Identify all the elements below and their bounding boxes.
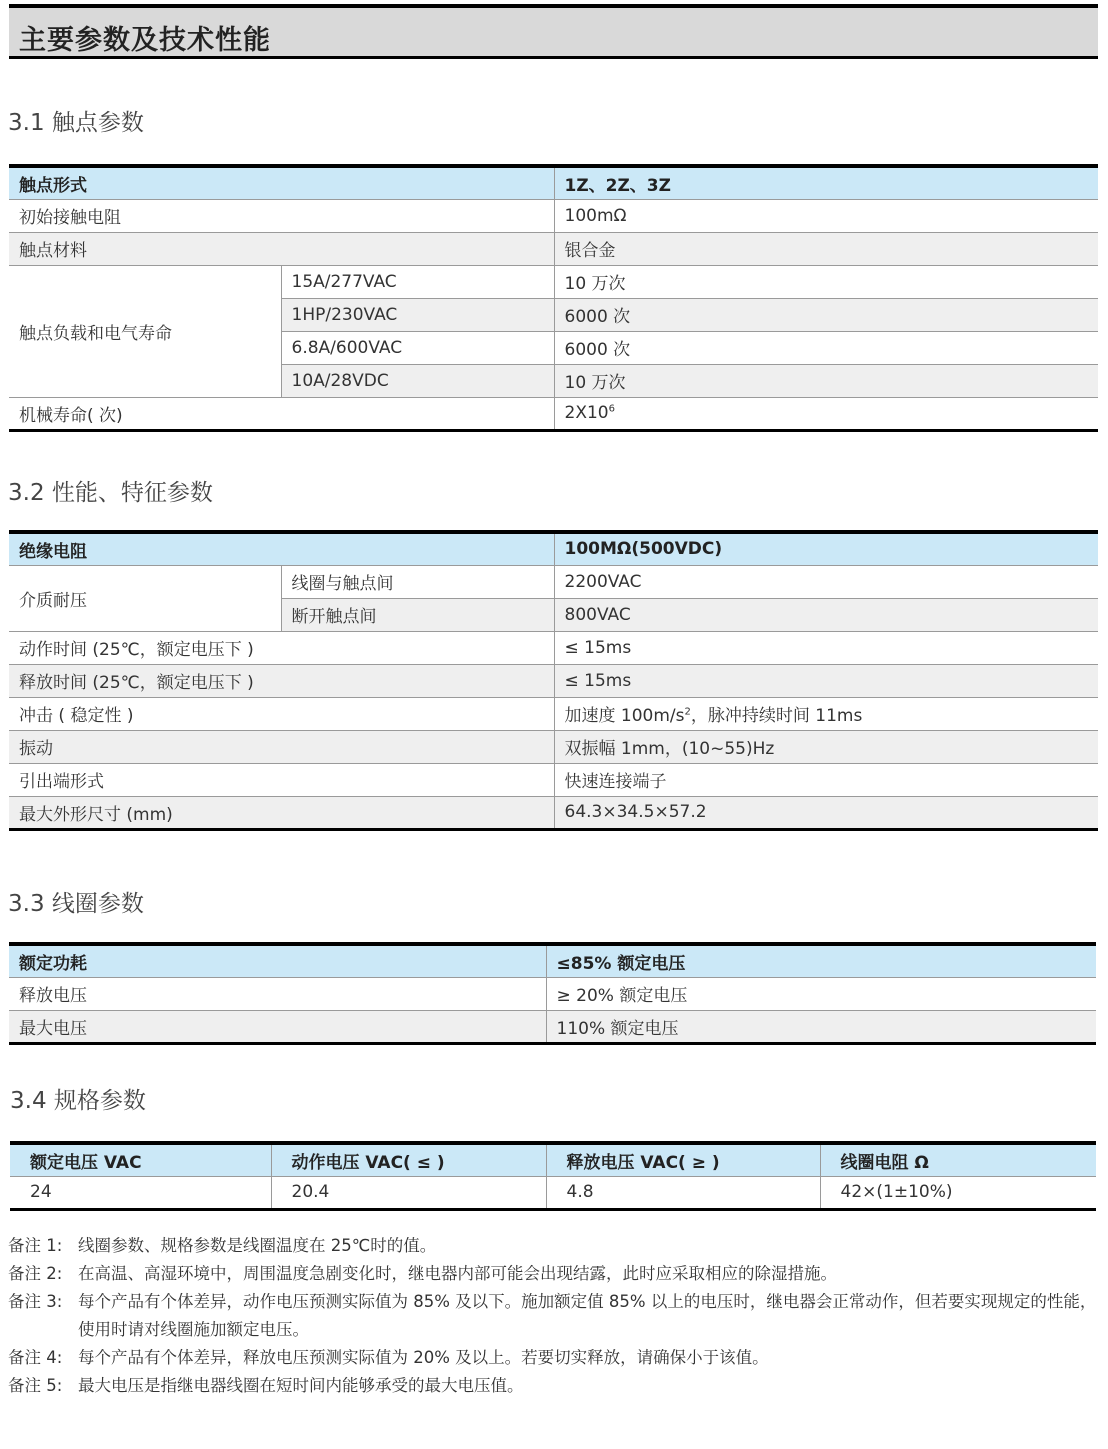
note-label: 备注 5: [8,1376,63,1395]
table-cell: 机械寿命( 次) [9,397,554,430]
table-cell [554,397,1098,430]
table-header-row [9,532,1098,565]
table-cell: 额定电压 VAC [10,1143,271,1176]
table-row [9,977,1096,1010]
table-row [9,1010,1096,1043]
table-cell: 6.8A/600VAC [281,331,554,364]
table-cell: 初始接触电阻 [9,199,554,232]
note-label: 备注 4: [8,1348,63,1367]
table-cell: 银合金 [554,232,1098,265]
table-cell: 最大外形尺寸 (mm) [9,796,554,829]
table-cell: 绝缘电阻 [9,532,554,565]
table-row [9,565,1098,598]
shock-value-a: 加速度 100m/s [564,706,685,726]
section-title-contact: 3.1 触点参数 [8,110,144,136]
table-cell: ≤ 15ms [554,664,1098,697]
table-cell: 动作电压 VAC( ≤ ) [271,1143,546,1176]
table-cell: 动作时间 (25℃，额定电压下 ) [9,631,554,664]
table-row [9,265,1098,298]
shock-value-sup: 2 [684,706,691,718]
table-cell: 触点负载和电气寿命 [9,265,281,397]
table-cell: 触点材料 [9,232,554,265]
table-cell: 1HP/230VAC [281,298,554,331]
table-row [9,232,1098,265]
note-item [8,1232,1103,1260]
table-row [9,796,1098,829]
table-cell: 冲击 ( 稳定性 ) [9,697,554,730]
note-text: 每个产品有个体差异，释放电压预测实际值为 20% 及以上。若要切实释放，请确保小于该值。 [78,1348,769,1367]
spec-params-table [10,1141,1096,1211]
table-cell: 100MΩ(500VDC) [554,532,1098,565]
table-cell: 快速连接端子 [554,763,1098,796]
note-text: 最大电压是指继电器线圈在短时间内能够承受的最大电压值。 [78,1376,524,1395]
note-label: 备注 2: [8,1264,63,1283]
table-cell: 10 万次 [554,265,1098,298]
note-item [8,1344,1103,1372]
table-cell: 触点形式 [9,166,554,199]
table-row [9,631,1098,664]
table-cell: 介质耐压 [9,565,281,631]
table-row [9,763,1098,796]
table-header-row [10,1143,1096,1176]
table-cell: 64.3×34.5×57.2 [554,796,1098,829]
page-title: 主要参数及技术性能 [19,25,271,56]
table-cell: 释放电压 [9,977,546,1010]
table-cell: 4.8 [546,1176,820,1209]
table-cell: 线圈电阻 Ω [820,1143,1096,1176]
note-text: 在高温、高湿环境中，周围温度急剧变化时，继电器内部可能会出现结露，此时应采取相应的除湿措施。 [78,1264,837,1283]
note-label: 备注 1: [8,1236,63,1255]
table-cell: 10A/28VDC [281,364,554,397]
note-item [8,1372,1103,1400]
note-item [8,1288,1103,1344]
section-title-performance: 3.2 性能、特征参数 [8,480,213,506]
table-cell: 1Z、2Z、3Z [554,166,1098,199]
note-text: 线圈参数、规格参数是线圈温度在 25℃时的值。 [78,1236,437,1255]
table-cell: 6000 次 [554,331,1098,364]
table-cell: 20.4 [271,1176,546,1209]
note-text: 每个产品有个体差异，动作电压预测实际值为 85% 及以下。施加额定值 85% 以上的电压时，继电器会正常动作，但若要实现规定的性能，使用时请对线圈施加额定电压。 [78,1292,1097,1339]
table-cell: 释放时间 (25℃，额定电压下 ) [9,664,554,697]
table-cell: 100mΩ [554,199,1098,232]
section-title-coil: 3.3 线圈参数 [8,891,144,917]
table-row [9,730,1098,763]
mech-life-base: 2X10 [564,403,609,423]
coil-params-table [9,942,1096,1045]
table-header-row [9,944,1096,977]
page-header [9,4,1098,59]
mech-life-exponent: 6 [608,403,615,415]
table-cell: 24 [10,1176,271,1209]
table-cell: 释放电压 VAC( ≥ ) [546,1143,820,1176]
table-row [9,199,1098,232]
table-cell: 6000 次 [554,298,1098,331]
table-cell: 双振幅 1mm，(10~55)Hz [554,730,1098,763]
table-cell: 引出端形式 [9,763,554,796]
notes-list [8,1232,1103,1400]
table-row [9,397,1098,430]
table-row [9,664,1098,697]
contact-params-table [9,164,1098,432]
table-cell: ≤ 15ms [554,631,1098,664]
table-cell: 2200VAC [554,565,1098,598]
table-cell: 额定功耗 [9,944,546,977]
table-cell: ≤85% 额定电压 [546,944,1096,977]
table-cell: 最大电压 [9,1010,546,1043]
table-cell [554,697,1098,730]
table-cell: 10 万次 [554,364,1098,397]
table-cell: 42×(1±10%) [820,1176,1096,1209]
performance-params-table [9,530,1098,831]
table-cell: ≥ 20% 额定电压 [546,977,1096,1010]
note-label: 备注 3: [8,1292,63,1311]
table-cell: 15A/277VAC [281,265,554,298]
table-header-row [9,166,1098,199]
table-row [9,697,1098,730]
table-cell: 振动 [9,730,554,763]
table-cell: 断开触点间 [281,598,554,631]
shock-value-b: ，脉冲持续时间 11ms [690,706,863,726]
note-item [8,1260,1103,1288]
section-title-spec: 3.4 规格参数 [10,1088,146,1114]
table-cell: 线圈与触点间 [281,565,554,598]
table-row [10,1176,1096,1209]
table-cell: 110% 额定电压 [546,1010,1096,1043]
table-cell: 800VAC [554,598,1098,631]
